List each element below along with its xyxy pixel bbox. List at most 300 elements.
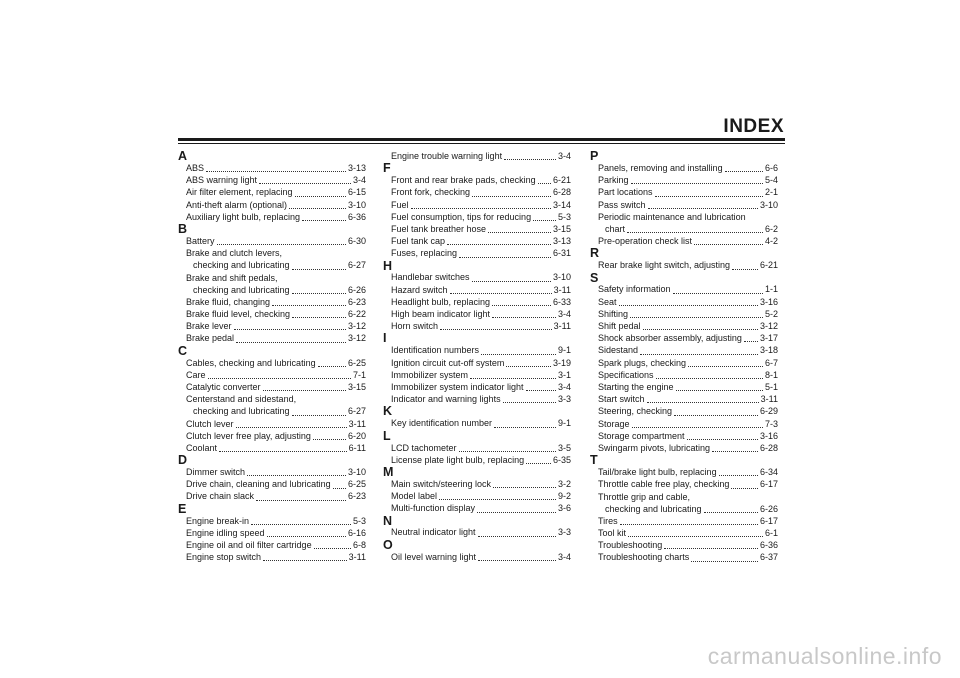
index-entry: [590, 296, 778, 308]
index-entry-label: Brake lever: [186, 321, 232, 332]
index-entry: [590, 284, 778, 296]
index-entry: [590, 199, 778, 211]
dot-leader: [251, 516, 351, 525]
index-entry: [383, 150, 571, 162]
dot-leader: [236, 334, 346, 343]
index-entry-page: 3-10: [347, 199, 366, 210]
index-entry: [178, 539, 366, 551]
index-entry-label: Panels, removing and installing: [598, 162, 723, 173]
index-entry-heading: Brake and shift pedals,: [186, 272, 278, 283]
index-entry-page: 7-3: [764, 418, 778, 429]
index-entry-label: Troubleshooting: [598, 540, 663, 551]
index-entry-heading: Throttle grip and cable,: [598, 491, 691, 502]
index-entry: [590, 442, 778, 454]
dot-leader: [292, 309, 346, 318]
index-entry-page: 6-35: [552, 454, 571, 465]
index-entry: [383, 369, 571, 381]
index-entry: [178, 478, 366, 490]
index-entry-label: Hazard switch: [391, 284, 448, 295]
dot-leader: [459, 249, 551, 258]
dot-leader: [538, 175, 551, 184]
dot-leader: [627, 224, 763, 233]
index-entry: [383, 454, 571, 466]
dot-leader: [504, 151, 556, 160]
index-entry: [383, 308, 571, 320]
index-entry-page: 6-31: [552, 248, 571, 259]
index-entry-page: 3-18: [759, 345, 778, 356]
index-entry-label: Drive chain, cleaning and lubricating: [186, 479, 331, 490]
index-entry-label: checking and lubricating: [193, 284, 290, 295]
dot-leader: [632, 419, 763, 428]
index-entry: [590, 381, 778, 393]
index-entry-page: 3-10: [759, 199, 778, 210]
dot-leader: [208, 370, 351, 379]
dot-leader: [314, 540, 351, 549]
index-entry: [178, 527, 366, 539]
index-entry: [178, 162, 366, 174]
index-entry: [590, 223, 778, 235]
index-entry: [590, 186, 778, 198]
dot-leader: [674, 407, 758, 416]
index-letter-heading: L: [383, 428, 391, 443]
index-entry: [178, 442, 366, 454]
index-entry-label: Coolant: [186, 442, 218, 453]
index-entry: [590, 527, 778, 539]
index-entry-label: Pass switch: [598, 199, 646, 210]
dot-leader: [272, 297, 346, 306]
index-entry: [178, 296, 366, 308]
index-entry-page: 3-10: [347, 467, 366, 478]
index-entry-label: Cables, checking and lubricating: [186, 357, 316, 368]
index-entry-label: Handlebar switches: [391, 272, 470, 283]
index-entry: [590, 344, 778, 356]
index-entry-label: Drive chain slack: [186, 491, 255, 502]
index-entry: [590, 405, 778, 417]
index-entry-page: 6-20: [347, 430, 366, 441]
index-entry: [383, 247, 571, 259]
dot-leader: [506, 358, 551, 367]
index-entry-page: 6-27: [347, 406, 366, 417]
index-entry: [178, 174, 366, 186]
page-title: INDEX: [723, 116, 784, 137]
index-entry-label: Shift pedal: [598, 321, 641, 332]
index-entry: [590, 357, 778, 369]
index-entry-page: 6-23: [347, 296, 366, 307]
index-entry-page: 6-21: [552, 175, 571, 186]
index-entry: [383, 357, 571, 369]
dot-leader: [234, 321, 346, 330]
dot-leader: [472, 188, 551, 197]
index-entry: [178, 551, 366, 563]
index-entry: [590, 162, 778, 174]
index-entry: [383, 381, 571, 393]
dot-leader: [289, 200, 346, 209]
index-entry: [590, 332, 778, 344]
dot-leader: [439, 491, 556, 500]
dot-leader: [676, 382, 763, 391]
dot-leader: [292, 407, 346, 416]
index-column-2: [383, 150, 571, 563]
dot-leader: [744, 333, 758, 342]
index-entry: [383, 320, 571, 332]
dot-leader: [247, 467, 346, 476]
index-entry-label: License plate light bulb, replacing: [391, 454, 525, 465]
index-entry-page: 6-22: [347, 309, 366, 320]
index-entry-page: 6-25: [347, 479, 366, 490]
index-entry-label: Specifications: [598, 369, 654, 380]
index-entry: [590, 539, 778, 551]
index-entry-page: 5-4: [764, 175, 778, 186]
index-entry-label: Engine oil and oil filter cartridge: [186, 540, 312, 551]
index-letter-heading: O: [383, 537, 393, 552]
index-entry-page: 3-4: [352, 175, 366, 186]
index-letter-heading: K: [383, 404, 393, 419]
index-letter-heading: S: [590, 270, 599, 285]
index-entry-label: Brake fluid, changing: [186, 296, 271, 307]
index-letter-heading: F: [383, 161, 391, 176]
index-entry-page: 6-28: [552, 187, 571, 198]
index-entry-label: Catalytic converter: [186, 381, 261, 392]
index-column-1: [178, 150, 366, 563]
index-entry-page: 3-16: [759, 430, 778, 441]
index-entry-page: 3-12: [347, 333, 366, 344]
index-entry-page: 6-8: [352, 540, 366, 551]
index-letter-heading: M: [383, 464, 394, 479]
index-entry-label: High beam indicator light: [391, 309, 491, 320]
index-entry-page: 3-19: [552, 357, 571, 368]
index-entry-label: Safety information: [598, 284, 671, 295]
dot-leader: [292, 285, 346, 294]
index-entry: [383, 296, 571, 308]
index-entry-label: Shifting: [598, 308, 629, 319]
index-entry-page: 3-15: [347, 381, 366, 392]
index-entry-label: Shock absorber assembly, adjusting: [598, 333, 742, 344]
index-entry-label: Storage: [598, 418, 630, 429]
index-entry-page: 3-11: [760, 394, 778, 405]
dot-leader: [459, 443, 556, 452]
index-entry: [590, 418, 778, 430]
index-letter-heading: T: [590, 453, 598, 468]
index-entry-page: 3-3: [557, 394, 571, 405]
dot-leader: [691, 553, 758, 562]
index-entry-page: 9-1: [557, 345, 571, 356]
index-entry-label: LCD tachometer: [391, 442, 457, 453]
index-entry-label: Ignition circuit cut-off system: [391, 357, 505, 368]
dot-leader: [687, 431, 758, 440]
dot-leader: [492, 297, 551, 306]
index-entry-label: Engine idling speed: [186, 527, 265, 538]
dot-leader: [628, 528, 763, 537]
index-entry: [178, 199, 366, 211]
index-entry-page: 6-23: [347, 491, 366, 502]
index-entry-page: 3-12: [347, 321, 366, 332]
index-entry-page: 3-13: [552, 236, 571, 247]
index-entry-page: 7-1: [352, 369, 366, 380]
index-entry: [178, 308, 366, 320]
index-entry: [178, 235, 366, 247]
index-entry: [178, 357, 366, 369]
dot-leader: [673, 285, 763, 294]
index-entry: [178, 466, 366, 478]
index-entry-label: Model label: [391, 491, 438, 502]
dot-leader: [263, 552, 347, 561]
index-entry: [590, 430, 778, 442]
dot-leader: [533, 212, 556, 221]
index-letter-heading: N: [383, 513, 393, 528]
index-entry: [590, 369, 778, 381]
dot-leader: [526, 382, 556, 391]
index-entry-label: Neutral indicator light: [391, 527, 476, 538]
dot-leader: [472, 273, 551, 282]
index-entry: [178, 381, 366, 393]
index-entry-label: Brake fluid level, checking: [186, 309, 291, 320]
index-entry-page: 3-2: [557, 478, 571, 489]
index-entry-page: 3-4: [557, 309, 571, 320]
index-entry-page: 3-4: [557, 150, 571, 161]
dot-leader: [478, 528, 556, 537]
index-entry-label: Clutch lever: [186, 418, 234, 429]
index-entry-page: 3-4: [557, 381, 571, 392]
index-entry: [383, 478, 571, 490]
index-entry-label: Troubleshooting charts: [598, 552, 690, 563]
dot-leader: [494, 419, 556, 428]
index-entry-page: 5-3: [557, 211, 571, 222]
index-entry: [590, 320, 778, 332]
dot-leader: [492, 309, 556, 318]
index-entry-label: Throttle cable free play, checking: [598, 479, 730, 490]
index-entry-label: Pre-operation check list: [598, 236, 693, 247]
index-entry: [383, 211, 571, 223]
index-entry: [383, 284, 571, 296]
index-entry-label: Tail/brake light bulb, replacing: [598, 467, 717, 478]
watermark: carmanualsonline.info: [707, 643, 942, 669]
dot-leader: [620, 516, 758, 525]
index-entry: [383, 223, 571, 235]
index-entry-label: Horn switch: [391, 321, 439, 332]
index-entry-label: Headlight bulb, replacing: [391, 296, 491, 307]
index-entry-label: ABS warning light: [186, 175, 258, 186]
index-column-3: [590, 150, 778, 564]
index-entry-page: 6-1: [764, 528, 778, 539]
dot-leader: [477, 504, 556, 513]
dot-leader: [664, 540, 758, 549]
index-entry: [383, 502, 571, 514]
dot-leader: [440, 321, 552, 330]
index-entry-label: Tool kit: [598, 528, 627, 539]
index-entry: [590, 515, 778, 527]
index-entry: [178, 491, 366, 503]
index-entry: [590, 174, 778, 186]
index-entry: [178, 332, 366, 344]
dot-leader: [470, 370, 556, 379]
index-entry-label: Engine trouble warning light: [391, 150, 503, 161]
index-entry-label: Fuel tank breather hose: [391, 223, 487, 234]
dot-leader: [236, 419, 347, 428]
index-letter-heading: A: [178, 149, 188, 163]
index-entry-label: Clutch lever free play, adjusting: [186, 430, 311, 441]
dot-leader: [704, 504, 758, 513]
dot-leader: [503, 394, 556, 403]
dot-leader: [295, 188, 346, 197]
index-entry-label: Air filter element, replacing: [186, 187, 293, 198]
index-entry: [590, 503, 778, 515]
index-letter-heading: I: [383, 331, 387, 346]
dot-leader: [631, 175, 763, 184]
index-entry-label: checking and lubricating: [193, 260, 290, 271]
index-entry-page: 3-14: [552, 199, 571, 210]
index-entry-page: 6-30: [347, 235, 366, 246]
index-entry-label: Spark plugs, checking: [598, 357, 687, 368]
index-entry-label: chart: [605, 223, 626, 234]
index-entry-label: Battery: [186, 235, 215, 246]
index-entry-page: 3-15: [552, 223, 571, 234]
index-entry-label: Steering, checking: [598, 406, 673, 417]
dot-leader: [267, 528, 346, 537]
dot-leader: [732, 261, 758, 270]
index-entry: [590, 551, 778, 563]
index-entry-page: 6-17: [759, 479, 778, 490]
index-entry: [383, 174, 571, 186]
dot-leader: [694, 236, 763, 245]
index-entry-page: 6-21: [759, 260, 778, 271]
index-entry: [383, 393, 571, 405]
index-entry-page: 3-1: [557, 369, 571, 380]
index-entry-label: Start switch: [598, 394, 645, 405]
index-entry-page: 6-28: [759, 442, 778, 453]
header-rule: [178, 138, 785, 141]
index-entry-label: Multi-function display: [391, 503, 476, 514]
index-entry: [383, 442, 571, 454]
index-entry-label: Dimmer switch: [186, 467, 246, 478]
dot-leader: [447, 236, 551, 245]
index-entry: [178, 418, 366, 430]
index-entry-page: 6-17: [759, 515, 778, 526]
index-entry-heading: Brake and clutch levers,: [186, 248, 283, 259]
index-entry-label: Rear brake light switch, adjusting: [598, 260, 731, 271]
index-entry: [383, 199, 571, 211]
dot-leader: [688, 358, 763, 367]
index-entry-page: 6-36: [759, 540, 778, 551]
dot-leader: [640, 346, 758, 355]
dot-leader: [292, 261, 346, 270]
index-entry-page: 1-1: [764, 284, 778, 295]
index-entry-page: 6-7: [764, 357, 778, 368]
dot-leader: [719, 467, 758, 476]
index-letter-heading: D: [178, 453, 188, 468]
index-letter-heading: C: [178, 343, 188, 358]
dot-leader: [493, 479, 556, 488]
dot-leader: [478, 552, 556, 561]
index-entry-page: 9-2: [557, 491, 571, 502]
index-entry: [590, 235, 778, 247]
dot-leader: [643, 321, 758, 330]
index-entry-page: 3-13: [347, 162, 366, 173]
dot-leader: [712, 443, 758, 452]
index-entry-page: 6-37: [759, 552, 778, 563]
index-entry: [590, 308, 778, 320]
index-entry-label: Starting the engine: [598, 381, 674, 392]
index-entry-label: Identification numbers: [391, 345, 480, 356]
dot-leader: [206, 163, 346, 172]
dot-leader: [259, 175, 351, 184]
index-entry: [178, 405, 366, 417]
index-entry-label: Front and rear brake pads, checking: [391, 175, 536, 186]
index-entry-label: Fuses, replacing: [391, 248, 458, 259]
index-entry-page: 6-36: [347, 211, 366, 222]
dot-leader: [256, 492, 346, 501]
dot-leader: [647, 394, 759, 403]
index-entry: [178, 284, 366, 296]
index-entry-page: 6-26: [347, 284, 366, 295]
index-entry: [178, 369, 366, 381]
dot-leader: [526, 455, 551, 464]
dot-leader: [219, 443, 347, 452]
index-entry: [383, 527, 571, 539]
dot-leader: [333, 480, 346, 489]
index-entry: [590, 393, 778, 405]
index-entry: [178, 515, 366, 527]
index-entry-label: Anti-theft alarm (optional): [186, 199, 288, 210]
dot-leader: [450, 285, 552, 294]
index-letter-heading: R: [590, 246, 600, 261]
index-entry-heading: Centerstand and sidestand,: [186, 394, 297, 405]
index-entry-page: 5-1: [764, 381, 778, 392]
index-entry: [383, 344, 571, 356]
index-letter-heading: B: [178, 221, 188, 236]
index-entry-page: 6-34: [759, 467, 778, 478]
index-entry-label: Front fork, checking: [391, 187, 471, 198]
index-entry: [383, 551, 571, 563]
index-entry: [178, 211, 366, 223]
index-entry-page: 6-25: [347, 357, 366, 368]
dot-leader: [488, 224, 551, 233]
dot-leader: [731, 480, 758, 489]
index-entry-label: Engine stop switch: [186, 552, 262, 563]
index-entry-page: 3-11: [553, 321, 571, 332]
index-entry-label: Fuel tank cap: [391, 236, 446, 247]
index-entry-label: Immobilizer system: [391, 369, 469, 380]
index-entry-label: Part locations: [598, 187, 653, 198]
index-entry: [383, 235, 571, 247]
index-entry: [178, 259, 366, 271]
dot-leader: [263, 382, 346, 391]
index-entry-page: 2-1: [764, 187, 778, 198]
index-entry-page: 3-11: [553, 284, 571, 295]
index-entry-page: 3-12: [759, 321, 778, 332]
index-letter-heading: P: [590, 149, 599, 163]
dot-leader: [313, 431, 346, 440]
index-entry-page: 6-16: [347, 527, 366, 538]
index-entry-page: 6-11: [348, 442, 366, 453]
index-letter-heading: E: [178, 501, 187, 516]
index-entry-page: 6-27: [347, 260, 366, 271]
index-entry-label: Main switch/steering lock: [391, 478, 492, 489]
index-entry-label: Immobilizer system indicator light: [391, 381, 524, 392]
index-entry-label: Parking: [598, 175, 629, 186]
index-entry-page: 6-6: [764, 162, 778, 173]
index-entry: [178, 320, 366, 332]
index-entry-label: Key identification number: [391, 418, 493, 429]
index-entry-page: 3-16: [759, 296, 778, 307]
index-entry-page: 6-2: [764, 223, 778, 234]
index-entry-page: 6-33: [552, 296, 571, 307]
index-entry-label: Auxiliary light bulb, replacing: [186, 211, 301, 222]
index-entry-label: Indicator and warning lights: [391, 394, 501, 405]
dot-leader: [619, 297, 758, 306]
index-entry-page: 6-26: [759, 503, 778, 514]
index-entry-page: 8-1: [764, 369, 778, 380]
dot-leader: [630, 309, 763, 318]
